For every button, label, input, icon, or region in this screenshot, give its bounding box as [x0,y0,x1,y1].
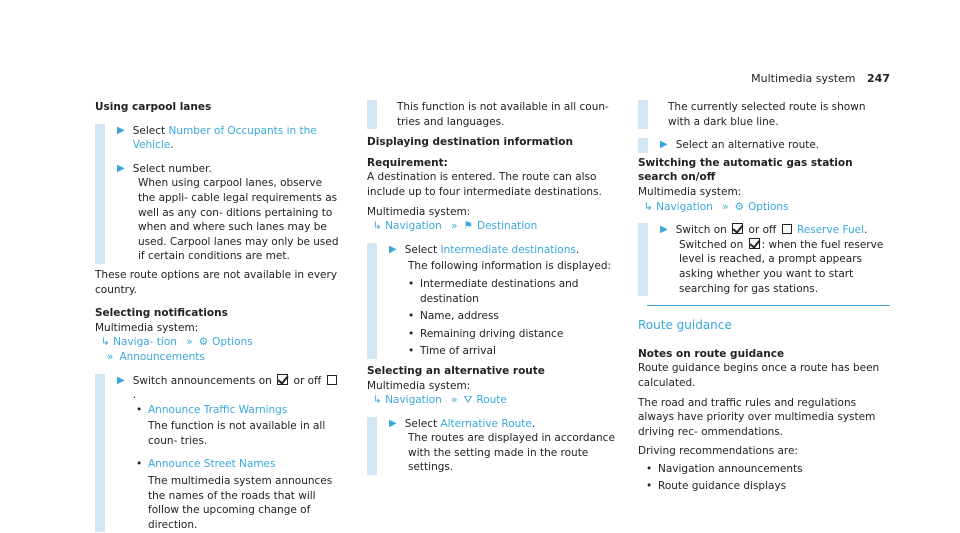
page-number: 247 [867,72,890,85]
step-block-4: ▶ Select Alternative Route. The routes are displayed in accordance with the setting made in the route settings. [367,417,622,475]
path-options[interactable]: Options [212,336,253,349]
step-block-6: ▶ Switch on or off Reserve Fuel. Switched on : when the fuel reserve level is reached, a prompt appears asking whether you want to start searching for gas stations. [638,223,890,296]
checkbox-empty-icon [327,375,337,385]
list-item: • Route guidance displays [646,480,787,493]
checkbox-checked-icon [749,238,760,249]
carpool-text: When using carpool lanes, observe the appli- cable legal requirements as well as any con- ditions pertaining to when and where such lanes may be used. Carpool lanes may only be used if certain conditions are met. [138,177,339,263]
double-chevron-icon: » [107,350,114,363]
heading-notifications: Selecting notifications [95,307,228,320]
arrow-right-icon: ▶ [389,243,397,255]
bullet-icon: • [136,403,143,416]
step-block-1: ▶ Select Number of Occupants in the Vehicle. ▶ Select number. When using carpool lanes, observe the appli- cable legal requirements as well as any con- ditions pertaining to when and where such lanes may be used. Carpool lanes may only be used if certain conditions are met. [95,124,340,264]
list-item: • Intermediate destinations and destination [408,277,579,305]
link-traffic-warnings[interactable]: Announce Traffic Warnings [148,403,288,416]
note-block: This function is not available in all coun- tries and languages. [367,100,622,129]
double-chevron-icon: » [722,200,729,213]
bullet-icon: • [136,458,143,471]
section-heading: Route guidance [638,318,732,333]
double-chevron-icon: » [451,394,458,407]
column-1: Using carpool lanes ▶ Select Number of Occupants in the Vehicle. ▶ Select number. When using carpool lanes, observe the appli- cable legal requirements as well as any con- ditions pertaining to when and where such lanes may be used. Carpool lanes may only be used if certain conditions are met. These route options are not available in every country. Selecting notifications Multimedia system: ↳ Naviga- tion » ⚙ Options » Announcements ▶ Switch announcements on or off . • Announce Traffic Warnings The function is not available in all coun- tries. • Announce Street Names The multimedia system announces the names of the roads that will follow the upcoming change of direction. [95,101,339,531]
bullet-icon: • [408,327,415,340]
heading-alt-route: Selecting an alternative route [367,364,545,377]
path-options[interactable]: Options [748,200,789,213]
list-item: • Time of arrival [408,345,496,358]
arrow-right-icon: ▶ [660,224,668,236]
gear-icon: ⚙ [734,200,744,213]
road-icon: ⛛ [463,394,473,407]
list-item: • Name, address [408,310,499,323]
arrow-right-icon: ▶ [660,139,668,151]
list-item: • Navigation announcements [646,462,803,475]
heading-notes: Notes on route guidance [638,347,785,360]
path-destination[interactable]: Destination [477,220,538,233]
note-block-3: The currently selected route is shown with a dark blue line. [638,100,890,129]
section-divider [647,305,890,306]
step-block-2: ▶ Switch announcements on or off . • Announce Traffic Warnings The function is not available in all coun- tries. • Announce Street Names The multimedia system announces the names of the roads that will follow the upcoming change of direction. [95,374,340,533]
column-3: The currently selected route is shown with a dark blue line. ▶ Select an alternative route. Switching the automatic gas station search on/off Multimedia system: ↳ Navigation » ⚙ Options ▶ Switch on or off Reserve Fuel. Switched on : when the fuel reserve level is reached, a prompt appears asking whether you want to start searching for gas stations. Route guidance Notes on route guidance Route guidance begins once a route has been calculated. The road and traffic rules and regulations always have priority over multimedia system driving rec- ommendations. Driving recommendations are: • Navigation announcements • Route guidance displays [638,100,890,494]
arrow-right-icon: ▶ [389,417,397,429]
return-arrow-icon: ↳ [101,336,110,349]
link-street-names[interactable]: Announce Street Names [148,458,276,471]
step-block-3: ▶ Select Intermediate destinations. The following information is displayed: • Intermediate destinations and destination • Name, address • Remaining driving distance • Time of arrival [367,243,622,359]
path-route[interactable]: Route [476,394,507,407]
return-arrow-icon: ↳ [644,200,653,213]
bullet-icon: • [408,277,415,290]
path-announcements[interactable]: Announcements [119,350,205,363]
return-arrow-icon: ↳ [373,394,382,407]
arrow-right-icon: ▶ [117,162,125,174]
step-block-5: ▶ Select an alternative route. [638,138,890,153]
path-navigation[interactable]: Navigation [656,200,713,213]
double-chevron-icon: » [451,220,458,233]
route-options-note: These route options are not available in every country. [95,268,338,296]
arrow-right-icon: ▶ [117,124,125,136]
link-alternative-route[interactable]: Alternative Route [440,417,532,430]
bullet-icon: • [408,310,415,323]
heading-destination-info: Displaying destination information [367,136,573,149]
arrow-right-icon: ▶ [117,374,125,386]
path-navigation[interactable]: Naviga- tion [113,336,177,349]
path-navigation[interactable]: Navigation [385,394,442,407]
flag-icon: ⚑ [463,220,473,233]
link-intermediate-destinations[interactable]: Intermediate destinations [440,243,576,256]
checkbox-checked-icon [732,223,743,234]
double-chevron-icon: » [186,336,193,349]
header-title: Multimedia system [751,72,856,85]
bullet-icon: • [646,480,653,493]
list-item: • Remaining driving distance [408,327,564,340]
checkbox-empty-icon [782,224,792,234]
bullet-icon: • [646,462,653,475]
link-number-occupants[interactable]: Number of Occupants in the Vehicle [132,124,317,152]
path-navigation[interactable]: Navigation [385,220,442,233]
column-2: This function is not available in all coun- tries and languages. Displaying destination information Requirement: A destination is entered. The route can also include up to four intermediate destinations. Multimedia system: ↳ Navigation » ⚑ Destination ▶ Select Intermediate destinations. The following information is displayed: • Intermediate destinations and destination • Name, address • Remaining driving distance • Time of arrival Selecting an alternative route Multimedia system: ↳ Navigation » ⛛ Route ▶ Select Alternative Route. The routes are displayed in accordance with the setting made in the route settings. [367,100,622,475]
heading-gas-station: Switching the automatic gas station search on/off [638,156,853,184]
heading-carpool: Using carpool lanes [95,101,212,113]
checkbox-checked-icon [277,374,288,385]
page-header [751,72,890,87]
link-reserve-fuel[interactable]: Reserve Fuel [796,224,865,237]
bullet-icon: • [408,345,415,358]
gear-icon: ⚙ [198,336,209,349]
return-arrow-icon: ↳ [373,220,382,233]
